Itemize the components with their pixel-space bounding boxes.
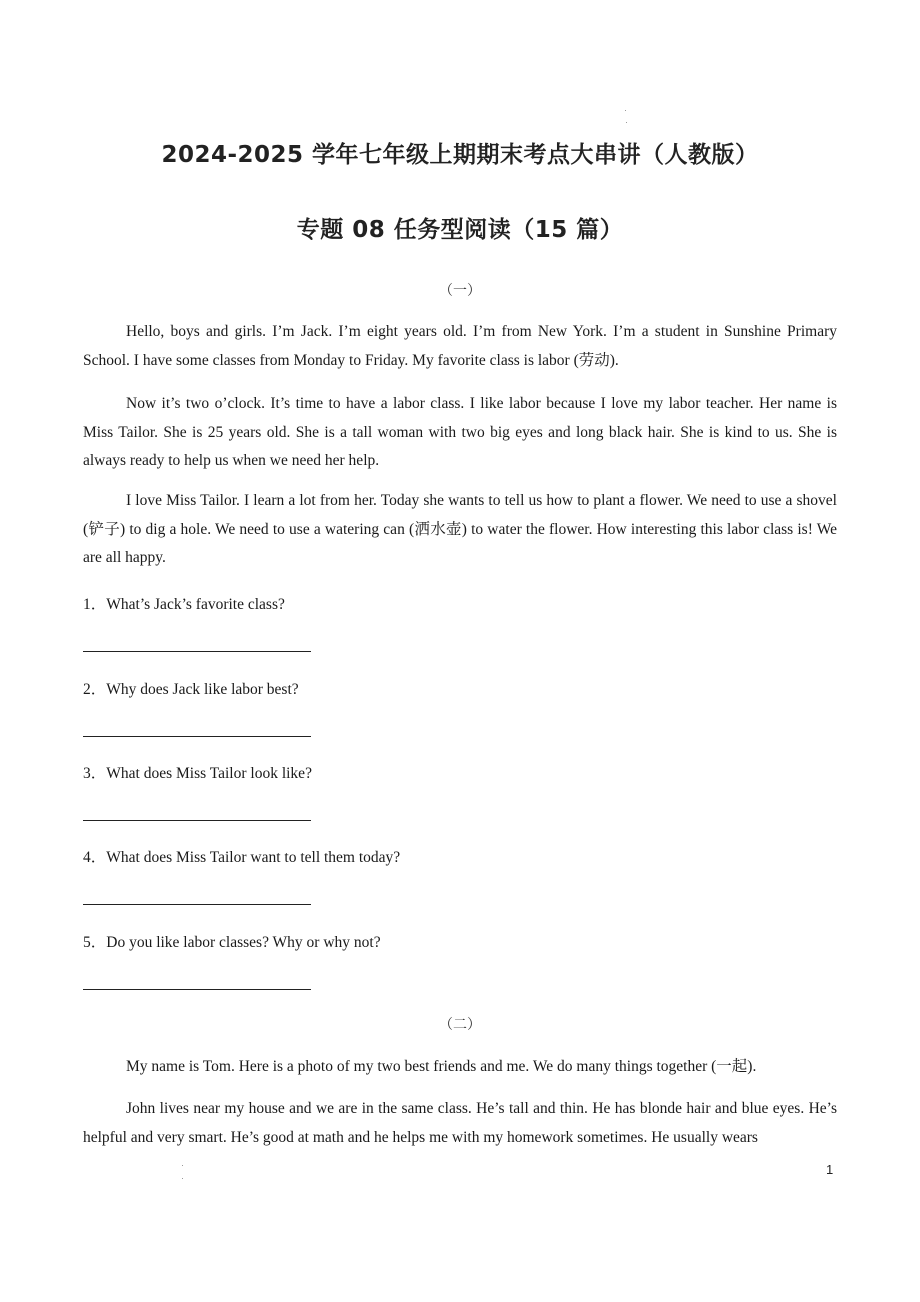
passage-paragraph: My name is Tom. Here is a photo of my two best friends and me. We do many things together (一起). xyxy=(126,1058,757,1075)
question-4: 4．What does Miss Tailor want to tell them today? xyxy=(83,849,401,866)
passage-paragraph: I love Miss Tailor. I learn a lot from her. Today she wants to tell us how to plant a flower. We need to use a shovel (铲子) to dig a hole. We need to use a watering can (洒水壶) to water the flower. How interesting this labor class is! We are all happy. xyxy=(83,492,837,566)
section-marker-2: （二） xyxy=(439,1018,481,1033)
answer-line-2[interactable] xyxy=(83,736,311,737)
question-2: 2．Why does Jack like labor best? xyxy=(83,681,299,698)
passage-paragraph: John lives near my house and we are in the same class. He’s tall and thin. He has blonde hair and blue eyes. He’s helpful and very smart. He’s good at math and he helps me with my homework sometimes. He usually wears xyxy=(83,1100,837,1146)
question-3: 3．What does Miss Tailor look like? xyxy=(83,765,312,782)
document-subtitle: 专题 08 任务型阅读（15 篇） xyxy=(296,217,624,243)
answer-line-4[interactable] xyxy=(83,904,311,905)
passage-paragraph: Now it’s two o’clock. It’s time to have a labor class. I like labor because I love my labor teacher. Her name is Miss Tailor. She is 25 years old. She is a tall woman with two big eyes and long black hair. She is kind to us. She is always ready to help us when we need her help. xyxy=(83,395,837,469)
passage-paragraph: Hello, boys and girls. I’m Jack. I’m eight years old. I’m from New York. I’m a student in Sunshine Primary School. I have some classes from Monday to Friday. My favorite class is labor (劳动). xyxy=(83,323,837,369)
scan-dot xyxy=(182,1178,183,1179)
scan-dot xyxy=(625,110,626,111)
answer-line-5[interactable] xyxy=(83,989,311,990)
document-title: 2024-2025 学年七年级上期期末考点大串讲（人教版） xyxy=(161,142,759,168)
answer-line-1[interactable] xyxy=(83,651,311,652)
question-1: 1．What’s Jack’s favorite class? xyxy=(83,596,285,613)
question-5: 5．Do you like labor classes? Why or why not? xyxy=(83,934,381,951)
section-marker-1: （一） xyxy=(439,284,481,299)
scan-dot xyxy=(182,1165,183,1166)
page-number: 1 xyxy=(826,1162,834,1177)
scan-dot xyxy=(626,122,627,123)
answer-line-3[interactable] xyxy=(83,820,311,821)
